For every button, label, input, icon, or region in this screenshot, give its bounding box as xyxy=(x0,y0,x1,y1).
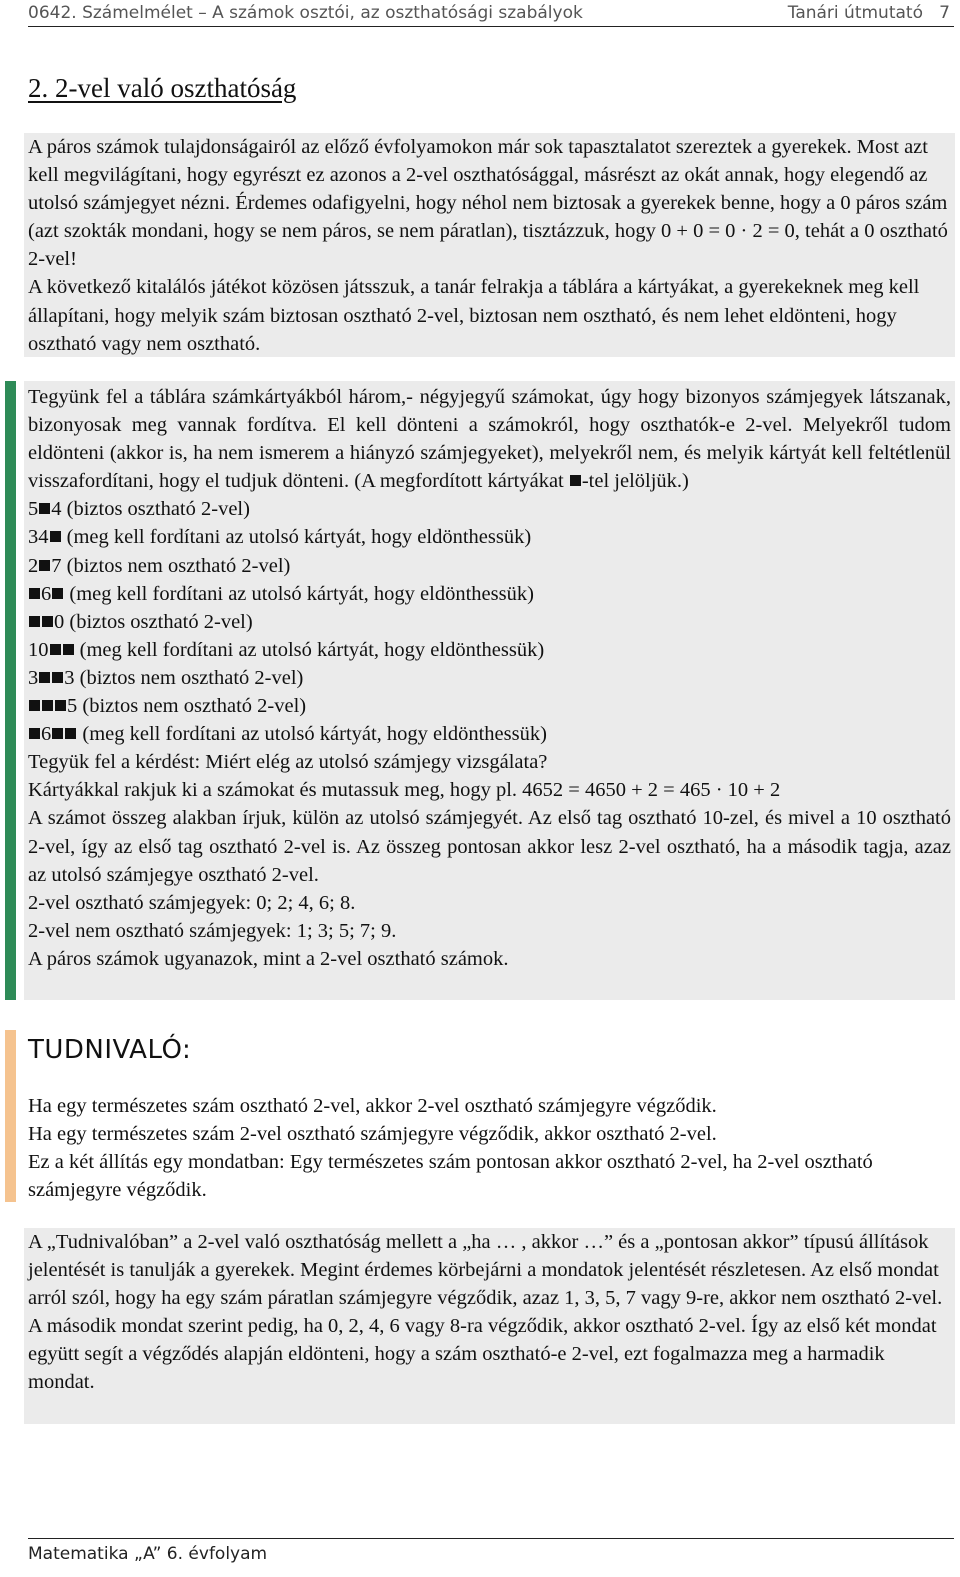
example-note: (biztos nem osztható 2-vel) xyxy=(79,666,304,689)
hidden-card-icon xyxy=(65,728,76,739)
hidden-card-icon xyxy=(55,700,66,711)
hidden-card-icon xyxy=(63,644,74,655)
divisible-digits: 2-vel osztható számjegyek: 0; 2; 4, 6; 8. xyxy=(28,891,356,914)
example-item xyxy=(28,636,951,664)
page-header xyxy=(28,0,954,27)
activity-box xyxy=(24,381,955,1000)
hidden-card-icon xyxy=(29,700,40,711)
cards-text: Kártyákkal rakjuk ki a számokat és mutassuk meg, hogy pl. 4652 = 4650 + 2 = 465 · 10 + 2 xyxy=(28,779,781,802)
example-note: (meg kell fordítani az utolsó kártyát, hogy eldönthessük) xyxy=(69,582,534,605)
section-title: 2. 2-vel való oszthatóság xyxy=(28,73,297,103)
hidden-card-icon xyxy=(39,503,50,514)
example-note: (meg kell fordítani az utolsó kártyát, hogy eldönthessük) xyxy=(79,638,545,661)
example-note: (meg kell fordítani az utolsó kártyát, hogy eldönthessük) xyxy=(82,723,547,746)
example-note: (biztos nem osztható 2-vel) xyxy=(66,554,291,577)
conclusion-text: A páros számok ugyanazok, mint a 2-vel osztható számok. xyxy=(28,947,509,970)
tudnivalo-line-3: Ez a két állítás egy mondatban: Egy természetes szám pontosan akkor osztható 2-vel, ha 2-vel osztható számjegyre végződik. xyxy=(28,1151,873,1202)
example-number: 3 3 xyxy=(28,666,75,689)
activity-intro: Tegyünk fel a táblára számkártyákból három,- négyjegyű számokat, úgy hogy bizonyos számjegyek látszanak, bizonyosak meg vannak fordítva. El kell dönteni a számokról, hogy oszthatók-e 2-vel. Melyekről tudom eldönteni (akkor is, ha nem ismerem a hiányzó számjegyeket), melyekről nem, és melyik kártyát kell feltétlenül visszafordítani, hogy el tudjuk dönteni. (A megfordított kártyákat -tel jelöljük.) xyxy=(28,386,951,493)
note-box xyxy=(24,1228,955,1424)
example-note: (biztos osztható 2-vel) xyxy=(69,610,253,633)
example-item xyxy=(28,664,951,692)
hidden-card-icon xyxy=(52,728,63,739)
example-note: (biztos nem osztható 2-vel) xyxy=(82,695,307,718)
tudnivalo-line-2: Ha egy természetes szám 2-vel osztható számjegyre végződik, akkor osztható 2-vel. xyxy=(28,1123,717,1146)
hidden-card-icon xyxy=(29,616,40,627)
example-number: 2 7 xyxy=(28,554,62,577)
example-note: (meg kell fordítani az utolsó kártyát, hogy eldönthessük) xyxy=(66,526,532,549)
header-title: 0642. Számelmélet – A számok osztói, az oszthatósági szabályok xyxy=(28,3,583,23)
example-number: 10 xyxy=(28,639,75,661)
example-note: (biztos osztható 2-vel) xyxy=(66,498,250,521)
hidden-card-icon xyxy=(52,588,63,599)
example-number: 6 xyxy=(28,583,64,605)
example-number: 6 xyxy=(28,723,77,745)
hidden-card-icon xyxy=(50,531,61,542)
intro-box xyxy=(24,133,955,357)
example-number: 5 4 xyxy=(28,498,62,521)
example-number: 0 xyxy=(28,611,64,633)
explanation-text: A számot összeg alakban írjuk, külön az utolsó számjegyét. Az első tag osztható 10-zel, és mivel a 10 osztható 2-vel, így az első tag osztható 2-vel is. Az összeg pontosan akkor lesz 2-vel osztható, ha a második tagja, azaz az utolsó számjegye osztható 2-vel. xyxy=(28,807,951,886)
examples-list xyxy=(28,495,951,748)
intro-text: A páros számok tulajdonságairól az előző évfolyamokon már sok tapasztalatot szereztek a gyerekek. Most azt kell megvilágítani, hogy egyrészt ez azonos a 2-vel oszthatósággal, másrészt az okát annak, hogy elegendő az utolsó számjegyet nézni. Érdemes odafigyelni, hogy néhol nem biztosak a gyerekek benne, hogy a 0 páros szám (azt szokták mondani, hogy se nem páros, se nem páratlan), tisztázzuk, hogy 0 + 0 = 0 · 2 = 0, tehát a 0 osztható 2-vel! A következő kitalálós játékot közösen játsszuk, a tanár felrakja a táblára a kártyákat, a gyerekeknek meg kell állapítani, hogy melyik szám biztosan osztható 2-vel, biztosan nem osztható, és nem lehet eldönteni, hogy osztható vagy nem osztható. xyxy=(28,136,948,355)
hidden-card-icon xyxy=(42,700,53,711)
tudnivalo-text xyxy=(28,1092,952,1204)
tudnivalo-title: TUDNIVALÓ: xyxy=(28,1035,192,1065)
example-number: 5 xyxy=(28,695,77,717)
hidden-card-icon xyxy=(50,644,61,655)
hidden-card-icon xyxy=(39,560,50,571)
hidden-card-icon xyxy=(29,588,40,599)
tudnivalo-bar xyxy=(5,1030,16,1202)
hidden-card-icon xyxy=(29,728,40,739)
note-text: A „Tudnivalóban” a 2-vel való oszthatóság mellett a „ha … , akkor …” és a „pontosan akkor” típusú állítások jelentését is tanulják a gyerekek. Megint érdemes körbejárni a mondatok jelentését részletesen. Az első mondat arról szól, hogy ha egy szám páratlan számjegyre végződik, azaz 1, 3, 5, 7 vagy 9-re, akkor nem osztható 2-vel. A második mondat szerint pedig, ha 0, 2, 4, 6 vagy 8-ra végződik, akkor osztható 2-vel. Így az első két mondat együtt segít a végződés alapján eldönteni, hogy a szám osztható-e 2-vel, ezt fogalmazza meg a harmadik mondat. xyxy=(28,1231,943,1394)
example-item xyxy=(28,580,951,608)
question-text: Tegyük fel a kérdést: Miért elég az utolsó számjegy vizsgálata? xyxy=(28,751,548,774)
example-item xyxy=(28,523,951,551)
activity-bar xyxy=(5,381,16,1000)
hidden-card-icon xyxy=(39,672,50,683)
card-square-icon xyxy=(570,475,581,486)
hidden-card-icon xyxy=(42,616,53,627)
not-divisible-digits: 2-vel nem osztható számjegyek: 1; 3; 5; 7; 9. xyxy=(28,919,397,942)
example-number: 34 xyxy=(28,526,62,548)
footer-rule xyxy=(28,1538,954,1539)
example-item xyxy=(28,720,951,748)
example-item xyxy=(28,552,951,580)
header-page-info: Tanári útmutató 7 xyxy=(787,3,950,23)
example-item xyxy=(28,608,951,636)
footer-text: Matematika „A” 6. évfolyam xyxy=(28,1544,268,1564)
example-item xyxy=(28,495,951,523)
hidden-card-icon xyxy=(52,672,63,683)
example-item xyxy=(28,692,951,720)
tudnivalo-line-1: Ha egy természetes szám osztható 2-vel, akkor 2-vel osztható számjegyre végződik. xyxy=(28,1095,717,1117)
